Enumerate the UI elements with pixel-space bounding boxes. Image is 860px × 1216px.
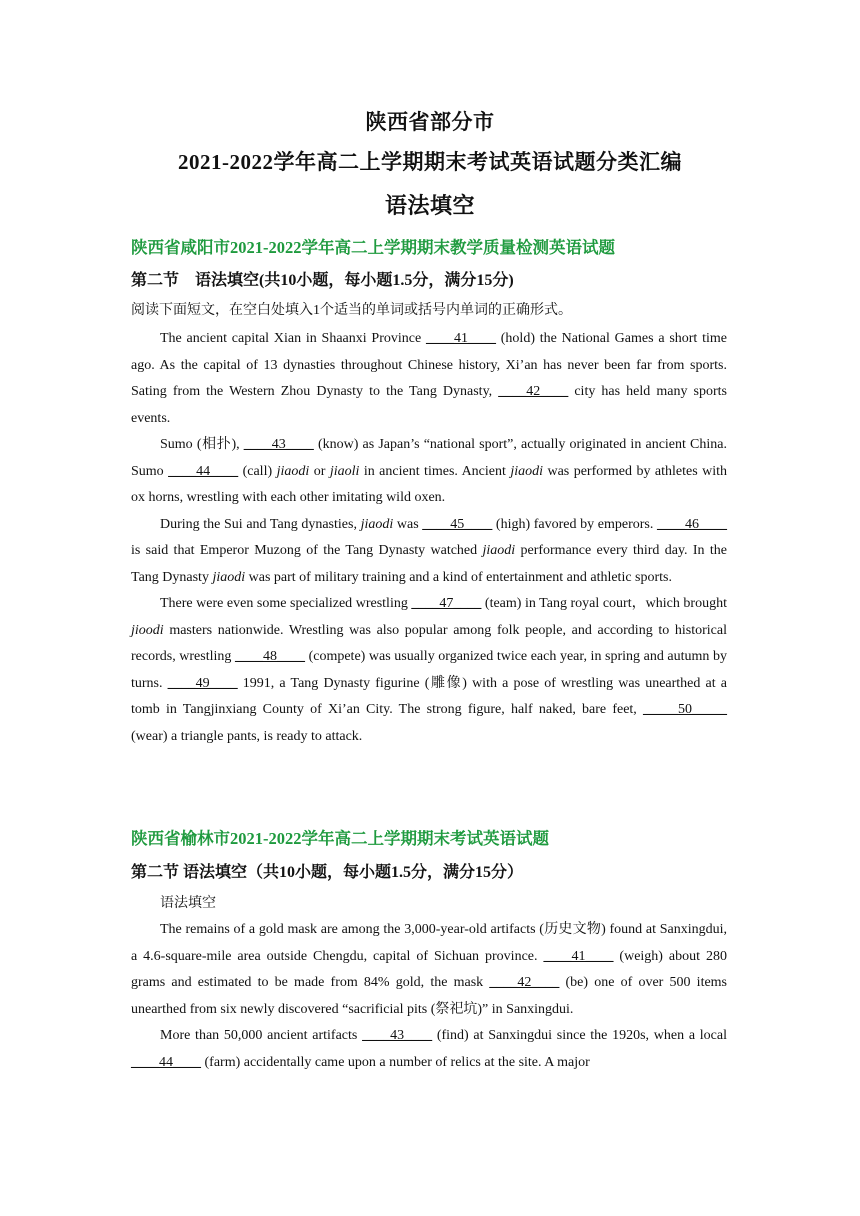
section1-heading: 第二节 语法填空(共10小题，每小题1.5分，满分15分) <box>131 272 514 289</box>
blank-50: _____50_____ <box>643 702 727 717</box>
section2-heading: 第二节 语法填空（共10小题，每小题1.5分，满分15分） <box>131 864 524 881</box>
paragraph: Sumo (相扑), ____43____ (know) as Japan’s “national sport”, actually originated in ancient China. Sumo ____44____ (call) jiaodi or jiaoli in ancient times. Ancient jiaodi was performed by athletes with ox horns, wrestling with each other imitating wild oxen. <box>131 437 728 505</box>
blank-43: ____43____ <box>243 437 314 452</box>
paragraph: During the Sui and Tang dynasties, jiaodi was ____45____ (high) favored by emperors. ____46____ is said that Emperor Muzong of the Tang Dynasty watched jiaodi performance every third day. In the Tang Dynasty jiaodi was part of military training and a kind of entertainment and athletic sports. <box>131 516 728 585</box>
section1-source: 陕西省咸阳市2021-2022学年高二上学期期末教学质量检测英语试题 <box>131 238 615 257</box>
blank-44: ____44____ <box>131 1054 201 1070</box>
paragraph: More than 50,000 ancient artifacts ____43____ (find) at Sanxingdui since the 1920s, when a local ____44____ (farm) accidentally came upon a number of relics at the site. A major <box>131 1028 727 1070</box>
section2-source: 陕西省榆林市2021-2022学年高二上学期期末考试英语试题 <box>131 829 549 848</box>
title-line-1: 陕西省部分市 <box>365 110 495 134</box>
blank-43: ____43____ <box>362 1028 433 1043</box>
blank-41: ____41____ <box>425 331 496 346</box>
paragraph: The ancient capital Xian in Shaanxi Province ____41____ (hold) the National Games a short time ago. As the capital of 13 dynasties throughout Chinese history, Xi’an has never been far from sports. Sating from the Western Zhou Dynasty to the Tang Dynasty, ____42____ city has held many sports events. <box>131 331 728 426</box>
paragraph: The remains of a gold mask are among the 3,000-year-old artifacts (历史文物) found at Sanxingdui, a 4.6-square-mile area outside Chengdu, capital of Sichuan province. ____41____ (weigh) about 280 grams and estimated to be made from 84% gold, the mask ____42____ (be) one of over 500 items unearthed from six newly discovered “sacrificial pits (祭祀坑)” in Sanxingdui. <box>131 922 728 1017</box>
blank-45: ____45____ <box>422 516 493 532</box>
blank-41: ____41____ <box>543 948 614 964</box>
title-line-2: 2021-2022学年高二上学期期末考试英语试题分类汇编 <box>178 150 682 174</box>
blank-47: ____47____ <box>411 596 482 611</box>
blank-48: ____48____ <box>234 649 305 664</box>
section1-instruction: 阅读下面短文，在空白处填入1个适当的单词或括号内单词的正确形式。 <box>131 303 572 318</box>
blank-42: ____42____ <box>489 975 560 990</box>
blank-46: ____46____ <box>657 516 728 532</box>
section1-passage <box>131 326 727 750</box>
blank-44: ____44____ <box>168 463 239 479</box>
blank-49: ____49____ <box>167 675 238 691</box>
blank-42: ____42____ <box>498 384 569 399</box>
paragraph: There were even some specialized wrestling ____47____ (team) in Tang royal court，which brought jioodi masters nationwide. Wrestling was also popular among folk people, and according to historical records, wrestling ____48____ (compete) was usually organized twice each year, in spring and autumn by turns. ____49____ 1991, a Tang Dynasty figurine (雕像) with a pose of wrestling was unearthed at a tomb in Tangjinxiang County of Xi’an City. The strong figure, half naked, bare feet, _____50_____ (wear) a triangle pants, is ready to attack. <box>131 596 727 744</box>
section2-label: 语法填空 <box>160 896 216 911</box>
title-line-3: 语法填空 <box>384 193 475 218</box>
section2-passage <box>131 917 727 1076</box>
